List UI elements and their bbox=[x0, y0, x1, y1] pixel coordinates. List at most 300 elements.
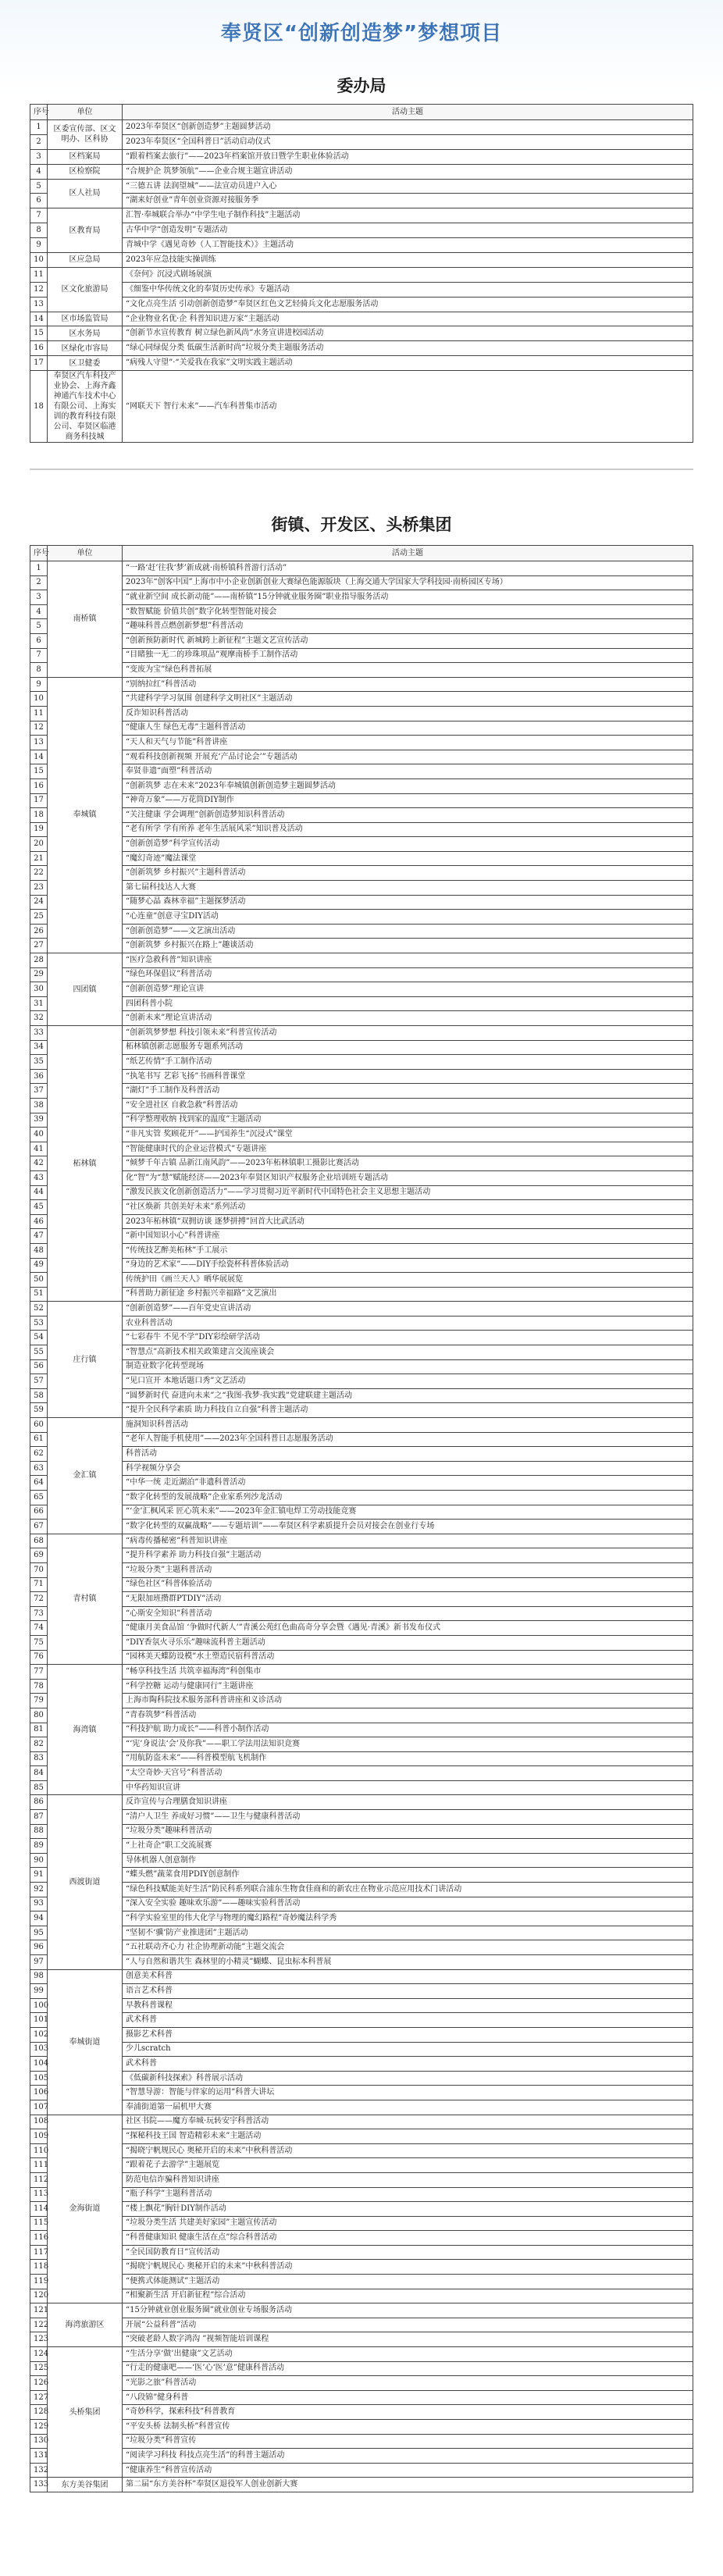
activity-cell: “人与自然和谐共生 森林里的小精灵”蝴蝶、昆虫标本科普展 bbox=[123, 1955, 693, 1970]
row-number: 109 bbox=[30, 2129, 48, 2144]
table-row bbox=[30, 2434, 693, 2449]
table-row bbox=[30, 1824, 693, 1839]
table-row bbox=[30, 120, 693, 135]
row-number: 40 bbox=[30, 1128, 48, 1142]
activity-cell: “湖灯”手工制作及科普活动 bbox=[123, 1084, 693, 1099]
activity-cell: “平安头桥 法制头桥”科普宣传 bbox=[123, 2420, 693, 2435]
row-number: 122 bbox=[30, 2318, 48, 2332]
table-row bbox=[30, 648, 693, 663]
row-number: 97 bbox=[30, 1955, 48, 1970]
unit-cell: 区文化旅游局 bbox=[48, 267, 123, 312]
activity-cell: “瓶子科学”主题科普活动 bbox=[123, 2187, 693, 2202]
table-row bbox=[30, 1403, 693, 1418]
row-number: 5 bbox=[30, 619, 48, 634]
row-number: 13 bbox=[30, 736, 48, 750]
activity-cell: “垃圾分类”主题科普活动 bbox=[123, 1562, 693, 1577]
activity-cell: “共建科学学习氛围 创建科学文明社区”主题活动 bbox=[123, 692, 693, 707]
table-row bbox=[30, 764, 693, 779]
table-row bbox=[30, 1912, 693, 1926]
activity-cell: “随梦心晶 森林幸福”主题探梦活动 bbox=[123, 895, 693, 910]
row-number: 132 bbox=[30, 2463, 48, 2478]
row-number: 42 bbox=[30, 1156, 48, 1171]
row-number: 73 bbox=[30, 1606, 48, 1621]
activity-cell: “安全进社区 自救急救”科普活动 bbox=[123, 1098, 693, 1113]
table-row bbox=[30, 1548, 693, 1563]
activity-cell: 防范电信诈骗科普知识讲座 bbox=[123, 2172, 693, 2187]
activity-cell: “绿色环保倡议”科普活动 bbox=[123, 967, 693, 982]
activity-cell: “魔幻奇迹”魔法课堂 bbox=[123, 851, 693, 866]
row-number: 41 bbox=[30, 1142, 48, 1156]
row-number: 76 bbox=[30, 1650, 48, 1665]
row-number: 119 bbox=[30, 2275, 48, 2289]
activity-cell: 第七届科技达人大赛 bbox=[123, 881, 693, 896]
table-row bbox=[30, 1476, 693, 1491]
section-title-committees: 委办局 bbox=[337, 77, 386, 95]
activity-cell: 社区书院——魔方奉城·玩转安宇科普活动 bbox=[123, 2115, 693, 2129]
table-row bbox=[30, 1084, 693, 1099]
row-number: 24 bbox=[30, 895, 48, 910]
row-number: 106 bbox=[30, 2086, 48, 2100]
activity-cell: “变废为宝”绿色科普拓展 bbox=[123, 663, 693, 678]
table-row bbox=[30, 2347, 693, 2362]
activity-cell: 武术科普 bbox=[123, 2013, 693, 2028]
activity-cell: “垃圾分类生活 共建美好家园”主题宣传活动 bbox=[123, 2216, 693, 2231]
row-number: 93 bbox=[30, 1897, 48, 1912]
activity-cell: “垃圾分类”科普宣传 bbox=[123, 2434, 693, 2449]
activity-cell: “畅享科技生活 共筑幸福海湾”科创集市 bbox=[123, 1665, 693, 1680]
activity-cell: 2023年奉贤区“全国科普日”活动启动仪式 bbox=[123, 134, 693, 149]
table-row bbox=[30, 1751, 693, 1766]
activity-cell: “病残人守望”·“关爱我在我家”文明实践主题活动 bbox=[123, 356, 693, 371]
table-row bbox=[30, 2420, 693, 2435]
row-number: 50 bbox=[30, 1273, 48, 1288]
row-number: 18 bbox=[30, 808, 48, 823]
row-number: 16 bbox=[30, 341, 48, 356]
table-row bbox=[30, 2129, 693, 2144]
row-number: 19 bbox=[30, 822, 48, 837]
row-number: 12 bbox=[30, 721, 48, 736]
activity-cell: 少儿scratch bbox=[123, 2042, 693, 2057]
activity-cell: “科学实验室里的伟大化学与物理的魔幻路程”奇妙魔法科学秀 bbox=[123, 1912, 693, 1926]
table-row bbox=[30, 1737, 693, 1752]
header-unit: 单位 bbox=[48, 546, 123, 561]
activity-cell: 中华药知识宣讲 bbox=[123, 1780, 693, 1795]
row-number: 68 bbox=[30, 1534, 48, 1548]
table-row bbox=[30, 881, 693, 896]
activity-cell: “病毒传播秘密”科普知识讲座 bbox=[123, 1534, 693, 1548]
row-number: 120 bbox=[30, 2289, 48, 2303]
section-title-towns: 街镇、开发区、头桥集团 bbox=[271, 515, 452, 534]
row-number: 107 bbox=[30, 2100, 48, 2115]
activity-cell: “健康养生”科普宣传活动 bbox=[123, 2463, 693, 2478]
row-number: 75 bbox=[30, 1635, 48, 1650]
table-row bbox=[30, 1795, 693, 1810]
activity-cell: “奇妙科学，探索科技”科普教育 bbox=[123, 2405, 693, 2420]
activity-cell: “用航防盗未来”——科普模型航飞机制作 bbox=[123, 1751, 693, 1766]
row-number: 74 bbox=[30, 1621, 48, 1636]
activity-cell: “生活分享‘做’出健康”文艺活动 bbox=[123, 2347, 693, 2362]
activity-cell: “智慧导游：智能与伴家的运用”科普大讲坛 bbox=[123, 2086, 693, 2100]
unit-cell: 西渡街道 bbox=[48, 1795, 123, 1969]
activity-cell: “天人和天气与节能”科普讲座 bbox=[123, 736, 693, 750]
table-row bbox=[30, 267, 693, 282]
row-number: 33 bbox=[30, 1026, 48, 1041]
row-number: 123 bbox=[30, 2332, 48, 2347]
header-activity: 活动主题 bbox=[123, 546, 693, 561]
activity-cell: 柘林镇创新志愿服务专题系列活动 bbox=[123, 1040, 693, 1055]
row-number: 11 bbox=[30, 706, 48, 721]
table-row bbox=[30, 2289, 693, 2303]
unit-cell: 柘林镇 bbox=[48, 1026, 123, 1302]
table-row bbox=[30, 2042, 693, 2057]
table-row bbox=[30, 164, 693, 179]
activity-cell: “企业物业名优·企 科普知识进万家”主题活动 bbox=[123, 312, 693, 326]
towns-table bbox=[30, 545, 693, 2492]
table-row bbox=[30, 1200, 693, 1215]
activity-cell: “‘宪’身说法‘会’及你我”——职工学法用法知识竞赛 bbox=[123, 1737, 693, 1752]
table-row bbox=[30, 326, 693, 341]
table-row bbox=[30, 895, 693, 910]
row-number: 39 bbox=[30, 1113, 48, 1128]
table-row bbox=[30, 822, 693, 837]
row-number: 115 bbox=[30, 2216, 48, 2231]
table-row bbox=[30, 2376, 693, 2391]
unit-cell: 区卫健委 bbox=[48, 356, 123, 371]
row-number: 64 bbox=[30, 1476, 48, 1491]
table-row bbox=[30, 779, 693, 793]
table-row bbox=[30, 1635, 693, 1650]
table-row bbox=[30, 1577, 693, 1592]
row-number: 8 bbox=[30, 223, 48, 238]
activity-cell: “揭晓宁帆规民心 奥秘开启的未来”中秋科普活动 bbox=[123, 2260, 693, 2275]
table-row bbox=[30, 1534, 693, 1548]
table-row bbox=[30, 1839, 693, 1854]
row-number: 35 bbox=[30, 1055, 48, 1070]
activity-cell: “合规护企 筑梦领航”——企业合规主题宣讲活动 bbox=[123, 164, 693, 179]
table-row bbox=[30, 953, 693, 968]
activity-cell: 奉贤非遗“面塑”科普活动 bbox=[123, 764, 693, 779]
activity-cell: “神奇万象”——万花筒DIY制作 bbox=[123, 793, 693, 808]
table-row bbox=[30, 341, 693, 356]
activity-cell: “上社奇企”职工交流展赛 bbox=[123, 1839, 693, 1854]
row-number: 77 bbox=[30, 1665, 48, 1680]
row-number: 118 bbox=[30, 2260, 48, 2275]
row-number: 14 bbox=[30, 312, 48, 326]
table-row bbox=[30, 1998, 693, 2013]
table-row bbox=[30, 1447, 693, 1462]
row-number: 112 bbox=[30, 2172, 48, 2187]
activity-cell: “湖来好创业”青年创业资源对接服务季 bbox=[123, 194, 693, 208]
row-number: 82 bbox=[30, 1737, 48, 1752]
table-row bbox=[30, 706, 693, 721]
table-row bbox=[30, 2318, 693, 2332]
activity-cell: “创新筑梦 乡村振兴”主题科普活动 bbox=[123, 866, 693, 881]
table-row bbox=[30, 2275, 693, 2289]
activity-cell: “15分钟就业创业服务圈”就业创业专场服务活动 bbox=[123, 2303, 693, 2318]
table-row bbox=[30, 356, 693, 371]
row-number: 90 bbox=[30, 1853, 48, 1868]
row-number: 110 bbox=[30, 2143, 48, 2158]
table-row bbox=[30, 297, 693, 312]
activity-cell: “绿色社区”科普体验活动 bbox=[123, 1577, 693, 1592]
table-row bbox=[30, 2245, 693, 2260]
row-number: 104 bbox=[30, 2057, 48, 2072]
table-row bbox=[30, 1969, 693, 1984]
table-row bbox=[30, 561, 693, 576]
table-row bbox=[30, 924, 693, 939]
row-number: 69 bbox=[30, 1548, 48, 1563]
row-number: 1 bbox=[30, 120, 48, 135]
row-number: 105 bbox=[30, 2071, 48, 2086]
table-row bbox=[30, 1156, 693, 1171]
table-row bbox=[30, 1897, 693, 1912]
row-number: 4 bbox=[30, 604, 48, 619]
table-row bbox=[30, 1984, 693, 1999]
row-number: 131 bbox=[30, 2449, 48, 2464]
row-number: 9 bbox=[30, 238, 48, 253]
table-row bbox=[30, 2303, 693, 2318]
row-number: 55 bbox=[30, 1345, 48, 1360]
table-row bbox=[30, 1055, 693, 1070]
activity-cell: 科普活动 bbox=[123, 1447, 693, 1462]
unit-cell: 奉贤区汽车科技产业协会、上海齐鑫神通汽车技术中心有限公司、上海实训的教育科技有限公司、奉贤区临港商务科技城 bbox=[48, 371, 123, 443]
row-number: 27 bbox=[30, 939, 48, 953]
activity-cell: “提升全民科学素质 助力科技自立自强”科普主题活动 bbox=[123, 1403, 693, 1418]
unit-cell: 区绿化市容局 bbox=[48, 341, 123, 356]
table-row bbox=[30, 149, 693, 164]
header-unit: 单位 bbox=[48, 105, 123, 120]
row-number: 79 bbox=[30, 1694, 48, 1708]
activity-cell: “行走的健康吧——‘医’心‘医’意”健康科普活动 bbox=[123, 2361, 693, 2376]
activity-cell: 武术科普 bbox=[123, 2057, 693, 2072]
activity-cell: 四团科普小院 bbox=[123, 996, 693, 1011]
table-row bbox=[30, 1026, 693, 1041]
table-row bbox=[30, 282, 693, 297]
table-row bbox=[30, 2478, 693, 2492]
table-header-row bbox=[30, 546, 693, 561]
row-number: 13 bbox=[30, 297, 48, 312]
activity-cell: 2023年奉贤区“创新创造梦”主题圆梦活动 bbox=[123, 120, 693, 135]
table-row bbox=[30, 677, 693, 692]
activity-cell: “非凡实管 奖顾花开”——护国养生“沉浸式”课堂 bbox=[123, 1128, 693, 1142]
table-row bbox=[30, 1926, 693, 1940]
table-row bbox=[30, 1287, 693, 1302]
unit-cell: 金汇镇 bbox=[48, 1418, 123, 1534]
table-row bbox=[30, 1883, 693, 1897]
table-row bbox=[30, 604, 693, 619]
header-seq: 序号 bbox=[30, 105, 48, 120]
activity-cell: “提升科学素养 助力科技自强”主题活动 bbox=[123, 1548, 693, 1563]
table-row bbox=[30, 1723, 693, 1737]
table-row bbox=[30, 1940, 693, 1955]
activity-cell: 奉浦街道第一届机甲大赛 bbox=[123, 2100, 693, 2115]
unit-cell: 金海街道 bbox=[48, 2115, 123, 2303]
activity-cell: “目睹独一无二的珍珠项品”观摩南桥手工制作活动 bbox=[123, 648, 693, 663]
activity-cell: “阅读学习科技 科技点亮生活”的科普主题活动 bbox=[123, 2449, 693, 2464]
table-header-row bbox=[30, 105, 693, 120]
activity-cell: 青城中学《遇见奇妙（人工智能技术）》主题活动 bbox=[123, 238, 693, 253]
unit-cell: 区水务局 bbox=[48, 326, 123, 341]
activity-cell: 语言艺术科普 bbox=[123, 1984, 693, 1999]
header-activity: 活动主题 bbox=[123, 105, 693, 120]
table-row bbox=[30, 1868, 693, 1883]
row-number: 51 bbox=[30, 1287, 48, 1302]
activity-cell: “社区焕新 共创美好未来”系列活动 bbox=[123, 1200, 693, 1215]
table-row bbox=[30, 371, 693, 443]
activity-cell: 2023年“创客中国”上海市中小企业创新创业大赛绿色能源版块（上海交通大学国家大学科技园·南桥园区专场） bbox=[123, 575, 693, 590]
row-number: 46 bbox=[30, 1214, 48, 1229]
activity-cell: “创新筑梦梦想 科技引领未来”科普宣传活动 bbox=[123, 1026, 693, 1041]
unit-cell: 奉城镇 bbox=[48, 677, 123, 953]
row-number: 71 bbox=[30, 1577, 48, 1592]
table-row bbox=[30, 736, 693, 750]
table-row bbox=[30, 1040, 693, 1055]
unit-cell: 区应急局 bbox=[48, 253, 123, 268]
table-row bbox=[30, 692, 693, 707]
table-row bbox=[30, 1853, 693, 1868]
activity-cell: 摄影艺术科普 bbox=[123, 2027, 693, 2042]
activity-cell: “创新创造梦”科学宣传活动 bbox=[123, 837, 693, 852]
row-number: 3 bbox=[30, 590, 48, 605]
table-row bbox=[30, 866, 693, 881]
row-number: 38 bbox=[30, 1098, 48, 1113]
row-number: 117 bbox=[30, 2245, 48, 2260]
activity-cell: “蝶头燃”蔬菜食用PDIY创意制作 bbox=[123, 1868, 693, 1883]
unit-cell: 东方美谷集团 bbox=[48, 2478, 123, 2492]
table-row bbox=[30, 1374, 693, 1389]
header-seq: 序号 bbox=[30, 546, 48, 561]
activity-cell: “绿心同绿促分类 低碳生活新时尚”垃圾分类主题服务活动 bbox=[123, 341, 693, 356]
table-row bbox=[30, 996, 693, 1011]
row-number: 85 bbox=[30, 1780, 48, 1795]
activity-cell: “太空奇妙·天宫号”科普活动 bbox=[123, 1766, 693, 1781]
activity-cell: “创新筑梦 乡村振兴在路上”趣谈活动 bbox=[123, 939, 693, 953]
activity-cell: “楼上飘花”胸针DIY制作活动 bbox=[123, 2202, 693, 2217]
table-row bbox=[30, 1418, 693, 1433]
row-number: 70 bbox=[30, 1562, 48, 1577]
row-number: 15 bbox=[30, 764, 48, 779]
activity-cell: “创新创造梦”理论宣讲 bbox=[123, 982, 693, 997]
row-number: 4 bbox=[30, 164, 48, 179]
row-number: 28 bbox=[30, 953, 48, 968]
table-row bbox=[30, 2027, 693, 2042]
row-number: 94 bbox=[30, 1912, 48, 1926]
section-divider bbox=[30, 469, 693, 470]
activity-cell: “激发民族文化创新创造活力”——学习贯彻习近平新时代中国特色社会主义思想主题活动 bbox=[123, 1185, 693, 1200]
table-row bbox=[30, 1170, 693, 1185]
table-row bbox=[30, 1229, 693, 1244]
table-row bbox=[30, 2202, 693, 2217]
table-row bbox=[30, 750, 693, 764]
row-number: 67 bbox=[30, 1520, 48, 1534]
unit-cell: 海湾旅游区 bbox=[48, 2303, 123, 2347]
table-row bbox=[30, 253, 693, 268]
row-number: 2 bbox=[30, 575, 48, 590]
table-row bbox=[30, 1331, 693, 1345]
row-number: 111 bbox=[30, 2158, 48, 2173]
table-row bbox=[30, 2332, 693, 2347]
activity-cell: “观看科技创新视频 开展充‘产品讨论会’”专题活动 bbox=[123, 750, 693, 764]
table-row bbox=[30, 1316, 693, 1331]
activity-cell: 上海市陶科院技术服务部科普讲座和义诊活动 bbox=[123, 1694, 693, 1708]
activity-cell: “创新预防新时代 新城跨上新征程”主题文艺宣传活动 bbox=[123, 633, 693, 648]
row-number: 80 bbox=[30, 1708, 48, 1723]
table-row bbox=[30, 1011, 693, 1026]
row-number: 12 bbox=[30, 282, 48, 297]
table-row bbox=[30, 1128, 693, 1142]
activity-cell: “数字化转型的发展战略”企业家系列沙龙活动 bbox=[123, 1491, 693, 1505]
row-number: 63 bbox=[30, 1461, 48, 1476]
table-row bbox=[30, 134, 693, 149]
row-number: 99 bbox=[30, 1984, 48, 1999]
activity-cell: “DIY香氛火寻乐乐”趣味流科普主题活动 bbox=[123, 1635, 693, 1650]
table-row bbox=[30, 808, 693, 823]
row-number: 96 bbox=[30, 1940, 48, 1955]
row-number: 23 bbox=[30, 881, 48, 896]
row-number: 32 bbox=[30, 1011, 48, 1026]
activity-cell: “见口宣开 本地话题口秀”文艺活动 bbox=[123, 1374, 693, 1389]
row-number: 45 bbox=[30, 1200, 48, 1215]
activity-cell: “健康人生 绿色无毒”主题科普活动 bbox=[123, 721, 693, 736]
table-row bbox=[30, 1214, 693, 1229]
activity-cell: “‘金’汇枫风采 匠心筑未来”——2023年金汇镇电焊工劳动技能竞赛 bbox=[123, 1505, 693, 1520]
row-number: 11 bbox=[30, 267, 48, 282]
row-number: 60 bbox=[30, 1418, 48, 1433]
page-title: 奉贤区“创新创造梦”梦想项目 bbox=[220, 22, 503, 45]
unit-cell: 头桥集团 bbox=[48, 2347, 123, 2478]
activity-cell: “心斯安全知识”科普活动 bbox=[123, 1606, 693, 1621]
table-row bbox=[30, 1461, 693, 1476]
row-number: 53 bbox=[30, 1316, 48, 1331]
row-number: 16 bbox=[30, 779, 48, 793]
activity-cell: “老有所学 学有所养 老年生活展风采”知识普及活动 bbox=[123, 822, 693, 837]
row-number: 61 bbox=[30, 1432, 48, 1447]
activity-cell: “网联天下 智行未来”——汽车科普集市活动 bbox=[123, 371, 693, 443]
row-number: 103 bbox=[30, 2042, 48, 2057]
table-row bbox=[30, 2231, 693, 2246]
activity-cell: “坚韧不‘骥’防产业推进团”主题活动 bbox=[123, 1926, 693, 1940]
table-row bbox=[30, 2158, 693, 2173]
activity-cell: “健康月美食品馆 ‘争做时代新人’”青溪公苑红色曲高奇分享会暨《遇见·青溪》新书发布仪式 bbox=[123, 1621, 693, 1636]
activity-cell: 化“智”为“慧”赋能经济——2023年奉贤区知识产权服务企业培训班专题活动 bbox=[123, 1170, 693, 1185]
table-row bbox=[30, 1780, 693, 1795]
row-number: 9 bbox=[30, 677, 48, 692]
row-number: 10 bbox=[30, 692, 48, 707]
table-row bbox=[30, 939, 693, 953]
row-number: 92 bbox=[30, 1883, 48, 1897]
table-row bbox=[30, 1955, 693, 1970]
activity-cell: 开展“公益科普”活动 bbox=[123, 2318, 693, 2332]
row-number: 10 bbox=[30, 253, 48, 268]
activity-cell: “医疗急救科普”知识讲座 bbox=[123, 953, 693, 968]
row-number: 114 bbox=[30, 2202, 48, 2217]
row-number: 34 bbox=[30, 1040, 48, 1055]
table-row bbox=[30, 1562, 693, 1577]
row-number: 84 bbox=[30, 1766, 48, 1781]
row-number: 7 bbox=[30, 208, 48, 223]
row-number: 22 bbox=[30, 866, 48, 881]
activity-cell: “老年人智能手机使用”——2023年全国科普日志愿服务活动 bbox=[123, 1432, 693, 1447]
row-number: 56 bbox=[30, 1359, 48, 1374]
row-number: 20 bbox=[30, 837, 48, 852]
table-row bbox=[30, 1650, 693, 1665]
unit-cell: 区检察院 bbox=[48, 164, 123, 179]
row-number: 124 bbox=[30, 2347, 48, 2362]
activity-cell: “创新创造梦”——文艺演出活动 bbox=[123, 924, 693, 939]
activity-cell: 汇智·奉城联合举办“中学生电子制作科技”主题活动 bbox=[123, 208, 693, 223]
table-row bbox=[30, 1679, 693, 1694]
activity-cell: “深入安全实验 趣味欢乐游”——趣味实验科普活动 bbox=[123, 1897, 693, 1912]
